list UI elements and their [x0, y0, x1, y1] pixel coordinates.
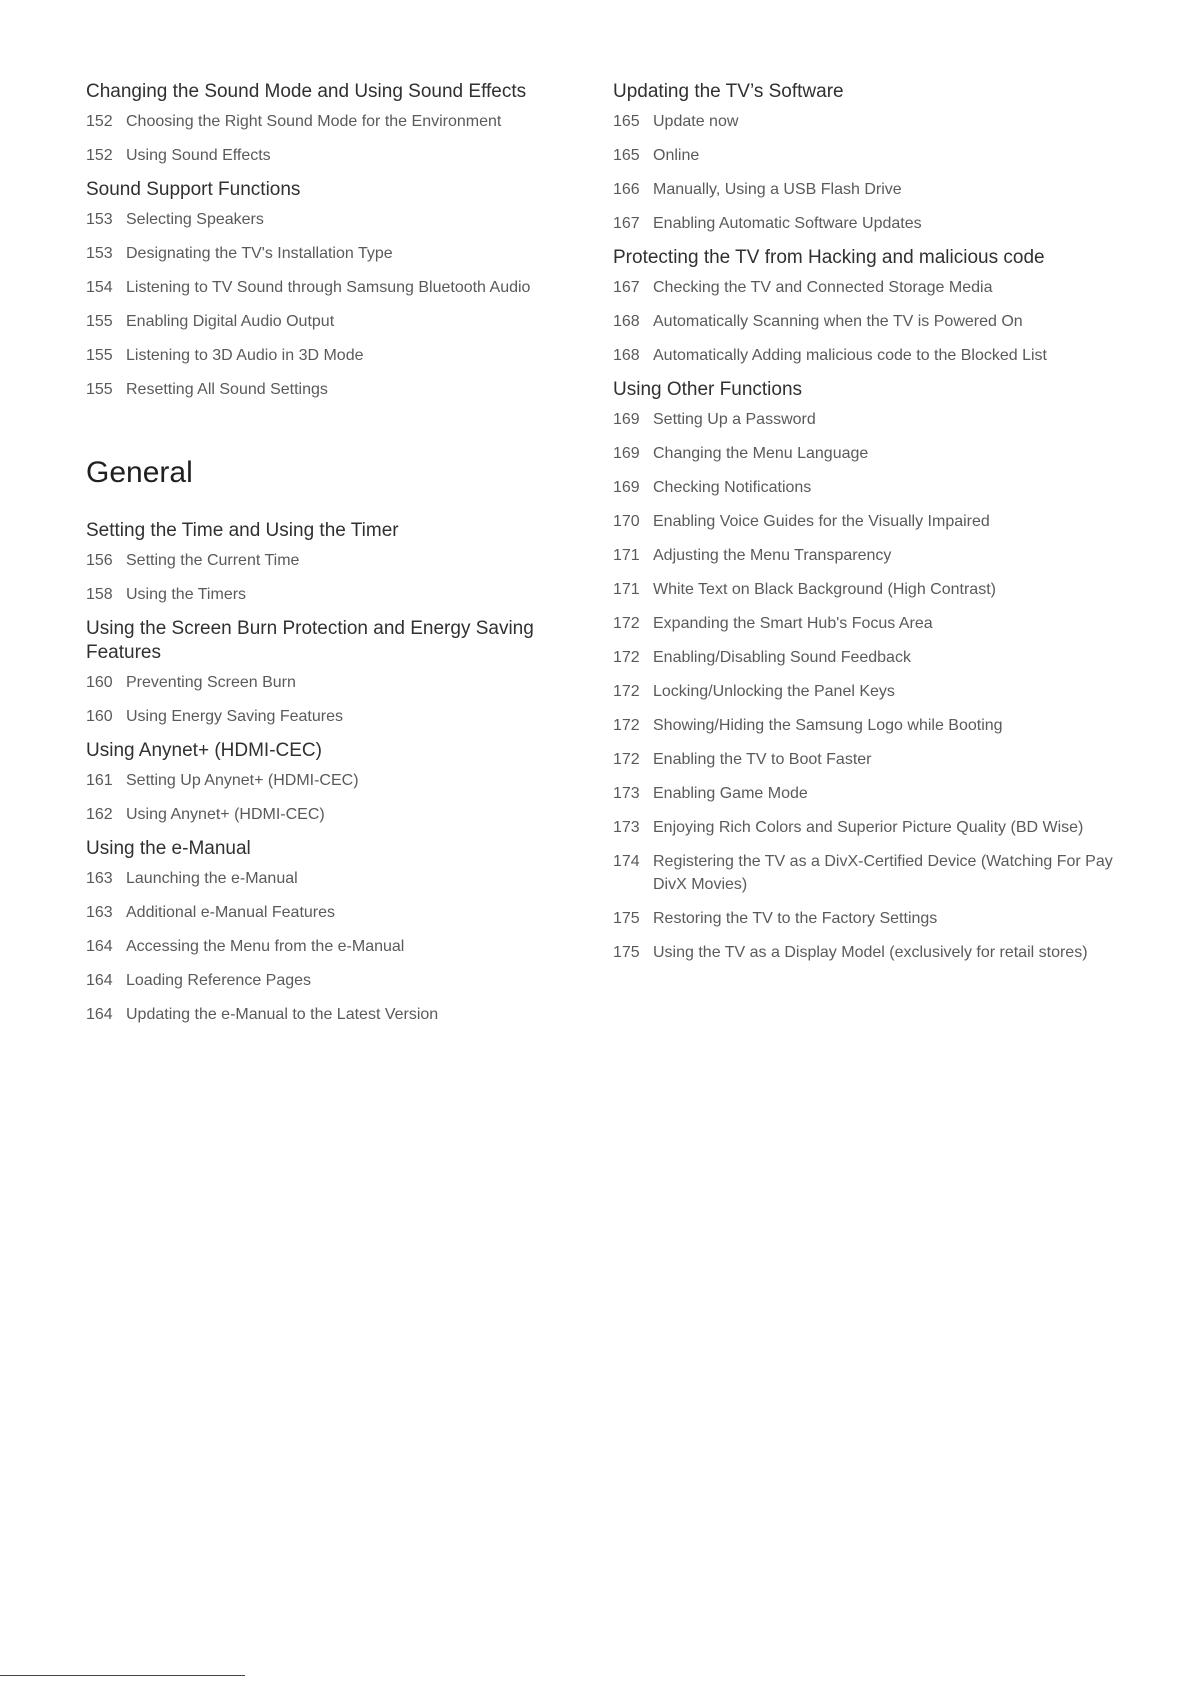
toc-left-sections-before: [86, 80, 596, 401]
toc-entry[interactable]: [613, 344, 1133, 367]
entry-page-number: 154: [86, 279, 113, 296]
toc-entry[interactable]: [86, 344, 596, 367]
toc-entry[interactable]: [613, 782, 1133, 805]
toc-section: [86, 739, 596, 826]
entry-page-number: 163: [86, 904, 113, 921]
toc-entry[interactable]: [86, 1003, 596, 1026]
section-title: Using Other Functions: [613, 379, 803, 400]
toc-right-sections: [613, 80, 1133, 964]
section-title: Sound Support Functions: [86, 179, 301, 200]
entry-page-number: 172: [613, 683, 640, 700]
entry-page-number: 156: [86, 552, 113, 569]
toc-entry[interactable]: [86, 310, 596, 333]
entry-page-number: 172: [613, 751, 640, 768]
entry-page-number: 168: [613, 347, 640, 364]
toc-entry[interactable]: [613, 578, 1133, 601]
entry-title: Automatically Scanning when the TV is Powered On: [653, 313, 1023, 330]
toc-entry[interactable]: [613, 408, 1133, 431]
entry-page-number: 163: [86, 870, 113, 887]
toc-section: [86, 80, 596, 167]
toc-entry[interactable]: [613, 544, 1133, 567]
toc-entry[interactable]: [613, 907, 1133, 930]
toc-entry[interactable]: [613, 748, 1133, 771]
entry-page-number: 164: [86, 938, 113, 955]
entry-page-number: 175: [613, 944, 640, 961]
entry-page-number: 160: [86, 708, 113, 725]
entry-page-number: 155: [86, 347, 113, 364]
entry-page-number: 170: [613, 513, 640, 530]
toc-entry[interactable]: [613, 941, 1133, 964]
entry-page-number: 152: [86, 113, 113, 130]
entry-page-number: 153: [86, 245, 113, 262]
entry-title: Choosing the Right Sound Mode for the Environment: [126, 113, 502, 130]
entry-title: Enabling Voice Guides for the Visually Impaired: [653, 513, 990, 530]
toc-entry[interactable]: [86, 276, 596, 299]
entry-page-number: 167: [613, 279, 640, 296]
entry-page-number: 169: [613, 445, 640, 462]
toc-left-column: [86, 80, 596, 1037]
entry-title: Setting Up Anynet+ (HDMI-CEC): [126, 772, 359, 789]
entry-title: Additional e-Manual Features: [126, 904, 336, 921]
toc-section: [613, 80, 1133, 235]
entry-page-number: 172: [613, 649, 640, 666]
entry-page-number: 153: [86, 211, 113, 228]
toc-section: [86, 178, 596, 401]
entry-page-number: 161: [86, 772, 113, 789]
toc-entry[interactable]: [613, 714, 1133, 737]
entry-page-number: 172: [613, 717, 640, 734]
entry-title: Manually, Using a USB Flash Drive: [653, 181, 902, 198]
entry-page-number: 155: [86, 381, 113, 398]
toc-entry[interactable]: [613, 178, 1133, 201]
entry-page-number: 158: [86, 586, 113, 603]
toc-entry[interactable]: [613, 850, 1133, 896]
entry-title: Listening to 3D Audio in 3D Mode: [126, 347, 364, 364]
entry-page-number: 164: [86, 1006, 113, 1023]
entry-page-number: 173: [613, 785, 640, 802]
toc-entry[interactable]: [613, 680, 1133, 703]
entry-title: Enabling Automatic Software Updates: [653, 215, 922, 232]
entry-page-number: 167: [613, 215, 640, 232]
section-title: Protecting the TV from Hacking and malicious code: [613, 247, 1045, 268]
toc-left-sections-after: [86, 519, 596, 1026]
entry-title: Enabling Game Mode: [653, 785, 808, 802]
entry-title: Loading Reference Pages: [126, 972, 312, 989]
entry-title: Expanding the Smart Hub's Focus Area: [653, 615, 933, 632]
entry-title: Setting the Current Time: [126, 552, 300, 569]
entry-title: Selecting Speakers: [126, 211, 264, 228]
entry-page-number: 169: [613, 479, 640, 496]
entry-page-number: 155: [86, 313, 113, 330]
toc-entry[interactable]: [86, 144, 596, 167]
entry-page-number: 166: [613, 181, 640, 198]
entry-title: Adjusting the Menu Transparency: [653, 547, 892, 564]
entry-title: Showing/Hiding the Samsung Logo while Booting: [653, 717, 1003, 734]
toc-entry[interactable]: [86, 671, 596, 694]
toc-entry[interactable]: [86, 583, 596, 606]
entry-page-number: 164: [86, 972, 113, 989]
toc-entry[interactable]: [86, 110, 596, 133]
toc-entry[interactable]: [86, 803, 596, 826]
entry-title: Checking Notifications: [653, 479, 812, 496]
footer-divider: [0, 1675, 245, 1676]
entry-page-number: 162: [86, 806, 113, 823]
entry-title: Enjoying Rich Colors and Superior Picture Quality (BD Wise): [653, 819, 1084, 836]
section-title: Changing the Sound Mode and Using Sound Effects: [86, 81, 527, 102]
entry-title: Restoring the TV to the Factory Settings: [653, 910, 938, 927]
toc-entry[interactable]: [613, 442, 1133, 465]
section-title: Using the e-Manual: [86, 838, 251, 859]
entry-page-number: 152: [86, 147, 113, 164]
toc-entry[interactable]: [613, 816, 1133, 839]
entry-title: Registering the TV as a DivX-Certified Device (Watching For Pay DivX Movies): [653, 853, 1113, 893]
entry-title: Using Anynet+ (HDMI-CEC): [126, 806, 325, 823]
toc-entry[interactable]: [613, 310, 1133, 333]
toc-entry[interactable]: [86, 769, 596, 792]
entry-title: Setting Up a Password: [653, 411, 816, 428]
entry-title: Enabling/Disabling Sound Feedback: [653, 649, 911, 666]
toc-entry[interactable]: [613, 510, 1133, 533]
chapter-title: General: [86, 456, 193, 489]
entry-page-number: 160: [86, 674, 113, 691]
toc-section: [86, 617, 596, 728]
toc-section: [613, 246, 1133, 367]
entry-page-number: 173: [613, 819, 640, 836]
entry-title: Listening to TV Sound through Samsung Bluetooth Audio: [126, 279, 531, 296]
toc-entry[interactable]: [86, 549, 596, 572]
entry-title: Enabling the TV to Boot Faster: [653, 751, 872, 768]
entry-page-number: 165: [613, 147, 640, 164]
toc-entry[interactable]: [613, 144, 1133, 167]
entry-title: Launching the e-Manual: [126, 870, 298, 887]
entry-title: Designating the TV's Installation Type: [126, 245, 393, 262]
entry-title: Changing the Menu Language: [653, 445, 869, 462]
toc-entry[interactable]: [613, 276, 1133, 299]
section-title: Using Anynet+ (HDMI-CEC): [86, 740, 322, 761]
section-title: Setting the Time and Using the Timer: [86, 520, 399, 541]
entry-title: Using the Timers: [126, 586, 247, 603]
toc-entry[interactable]: [86, 969, 596, 992]
toc-entry[interactable]: [86, 867, 596, 890]
entry-title: Accessing the Menu from the e-Manual: [126, 938, 405, 955]
toc-section: [613, 378, 1133, 964]
entry-title: Update now: [653, 113, 739, 130]
toc-entry[interactable]: [86, 378, 596, 401]
entry-page-number: 169: [613, 411, 640, 428]
entry-title: Checking the TV and Connected Storage Media: [653, 279, 993, 296]
entry-title: Resetting All Sound Settings: [126, 381, 328, 398]
entry-title: Preventing Screen Burn: [126, 674, 296, 691]
toc-entry[interactable]: [613, 646, 1133, 669]
entry-title: Locking/Unlocking the Panel Keys: [653, 683, 895, 700]
toc-entry[interactable]: [613, 612, 1133, 635]
entry-title: Using the TV as a Display Model (exclusively for retail stores): [653, 944, 1088, 961]
entry-title: Enabling Digital Audio Output: [126, 313, 335, 330]
entry-title: Using Sound Effects: [126, 147, 271, 164]
entry-page-number: 171: [613, 581, 640, 598]
toc-section: [86, 837, 596, 1026]
entry-page-number: 175: [613, 910, 640, 927]
toc-entry[interactable]: [86, 242, 596, 265]
entry-title: Online: [653, 147, 700, 164]
toc-entry[interactable]: [86, 901, 596, 924]
entry-title: Updating the e-Manual to the Latest Version: [126, 1006, 439, 1023]
entry-title: Automatically Adding malicious code to the Blocked List: [653, 347, 1047, 364]
entry-page-number: 174: [613, 853, 640, 870]
entry-title: White Text on Black Background (High Contrast): [653, 581, 996, 598]
toc-entry[interactable]: [613, 110, 1133, 133]
entry-title: Using Energy Saving Features: [126, 708, 343, 725]
section-title: Updating the TV’s Software: [613, 81, 844, 102]
toc-entry[interactable]: [613, 212, 1133, 235]
toc-entry[interactable]: [613, 476, 1133, 499]
toc-entry[interactable]: [86, 208, 596, 231]
toc-right-column: [613, 80, 1133, 975]
entry-page-number: 172: [613, 615, 640, 632]
entry-page-number: 168: [613, 313, 640, 330]
toc-entry[interactable]: [86, 705, 596, 728]
section-title: Using the Screen Burn Protection and Energy Saving Features: [86, 618, 534, 663]
toc-section: [86, 519, 596, 606]
entry-page-number: 171: [613, 547, 640, 564]
entry-page-number: 165: [613, 113, 640, 130]
toc-entry[interactable]: [86, 935, 596, 958]
